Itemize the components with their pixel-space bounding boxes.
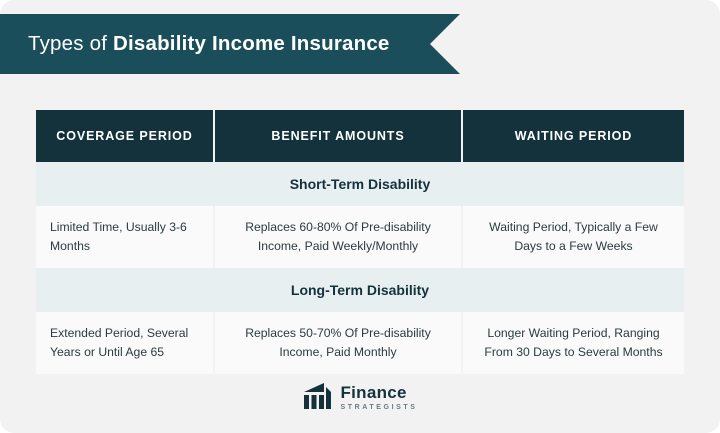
table-row (36, 206, 684, 268)
bar-chart-logo-icon (302, 383, 332, 411)
cell-short-term-coverage: Limited Time, Usually 3-6 Months (36, 206, 214, 268)
column-header-waiting-period: WAITING PERIOD (462, 110, 684, 162)
table-header-row (36, 110, 684, 162)
page-title-bold: Disability Income Insurance (112, 32, 390, 55)
footer-logo (0, 383, 720, 411)
cell-short-term-benefit: Replaces 60-80% Of Pre-disability Income, Paid Weekly/Monthly (214, 206, 462, 268)
cell-short-term-waiting: Waiting Period, Typically a Few Days to a Few Weeks (462, 206, 684, 268)
header-arrow-shape (430, 14, 460, 74)
page-title-light: Types of (28, 32, 113, 55)
table-row (36, 312, 684, 374)
comparison-table (36, 110, 684, 374)
logo-text (340, 384, 417, 411)
column-header-benefit-amounts: BENEFIT AMOUNTS (214, 110, 462, 162)
header-banner (0, 14, 470, 74)
page-title (28, 32, 390, 56)
logo-name: Finance (340, 382, 407, 402)
logo-subtitle: STRATEGISTS (340, 403, 418, 411)
cell-long-term-benefit: Replaces 50-70% Of Pre-disability Income, Paid Monthly (214, 312, 462, 374)
section-title-short-term: Short-Term Disability (36, 162, 684, 206)
section-row-long-term (36, 268, 684, 312)
column-header-coverage-period: COVERAGE PERIOD (36, 110, 214, 162)
cell-long-term-coverage: Extended Period, Several Years or Until Age 65 (36, 312, 214, 374)
section-title-long-term: Long-Term Disability (36, 268, 684, 312)
cell-long-term-waiting: Longer Waiting Period, Ranging From 30 Days to Several Months (462, 312, 684, 374)
header-band (0, 14, 430, 74)
section-row-short-term (36, 162, 684, 206)
